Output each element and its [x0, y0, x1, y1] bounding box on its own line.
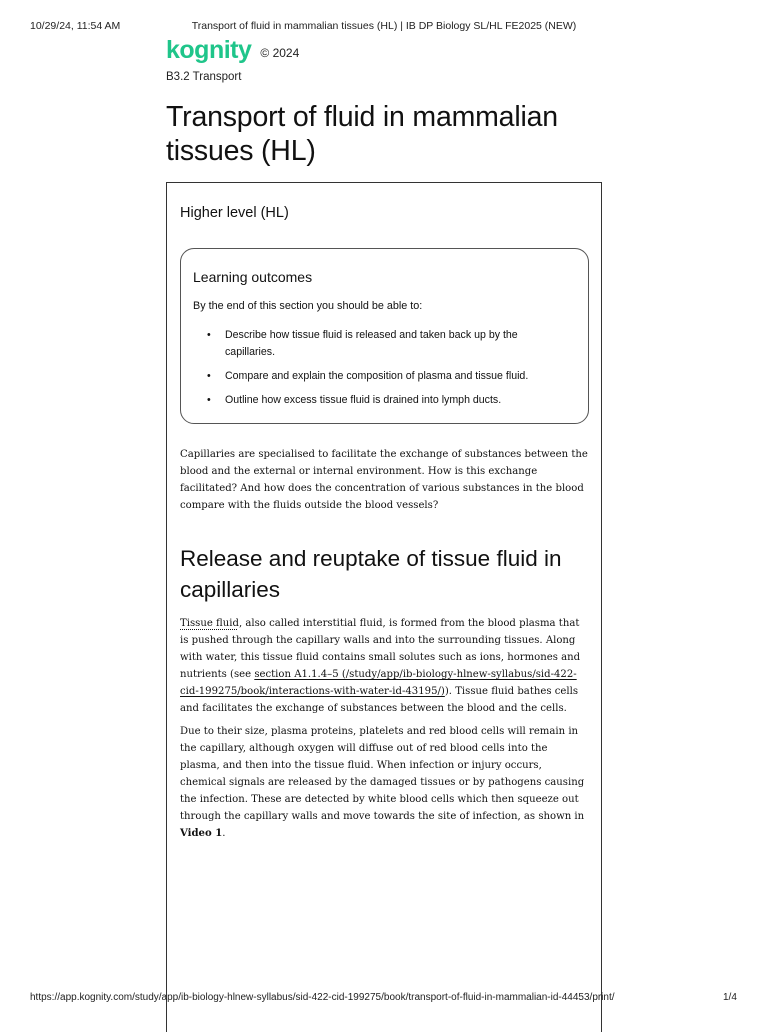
section-paragraph-1: [180, 615, 590, 717]
kognity-logo: kognity: [166, 36, 252, 64]
section-cross-reference-link[interactable]: section A1.1.4–5 (/study/app/ib-biology-hlnew-syllabus/sid-422-cid-199275/book/interactions-with-water-id-43195/): [180, 669, 577, 697]
learning-outcomes-box: [180, 248, 589, 424]
learning-outcomes-title: Learning outcomes: [193, 269, 313, 285]
print-header: [0, 0, 768, 32]
print-footer-url: https://app.kognity.com/study/app/ib-biology-hlnew-syllabus/sid-422-cid-199275/book/transport-of-fluid-in-mammalian-id-44453/print/: [30, 992, 615, 1003]
learning-outcome-item: [193, 327, 563, 361]
learning-outcome-text: Outline how excess tissue fluid is drained into lymph ducts.: [225, 394, 502, 406]
paragraph-text: ). Tissue fluid bathes cells and facilitates the exchange of substances between the blood and the cells.: [180, 686, 578, 714]
learning-outcomes-intro: By the end of this section you should be able to:: [193, 300, 423, 312]
print-page-number: 1/4: [723, 992, 737, 1003]
page-title: Transport of fluid in mammalian tissues (HL): [166, 101, 558, 167]
bullet-icon: •: [207, 370, 211, 382]
paragraph-text: .: [222, 828, 226, 839]
glossary-term-tissue-fluid[interactable]: Tissue fluid: [180, 618, 239, 629]
bullet-icon: •: [207, 394, 211, 406]
section-paragraph-2: [180, 723, 590, 842]
content-frame: [166, 182, 602, 1032]
breadcrumb[interactable]: B3.2 Transport: [166, 71, 242, 83]
section-heading: Release and reuptake of tissue fluid in capillaries: [180, 546, 562, 602]
video-reference: Video 1: [180, 828, 223, 839]
print-timestamp: 10/29/24, 11:54 AM: [30, 20, 121, 32]
learning-outcome-text: Compare and explain the composition of plasma and tissue fluid.: [225, 370, 529, 382]
learning-outcome-item: [193, 368, 563, 385]
paragraph-text: , also called interstitial fluid, is formed from the blood plasma that is pushed through the capillary walls and into the surrounding tissues. Along with water, this tissue fluid contains small solutes such as ions, hormones and nutrients (see: [180, 618, 581, 680]
intro-paragraph: Capillaries are specialised to facilitate the exchange of substances between the blood and the external or internal environment. How is this exchange facilitated? And how does the concentration of various substances in the blood compare with the fluids outside the blood vessels?: [180, 449, 588, 511]
level-heading: Higher level (HL): [180, 205, 289, 221]
paragraph-text: Due to their size, plasma proteins, platelets and red blood cells will remain in the capillary, although oxygen will diffuse out of red blood cells into the plasma, and then into the tissue fluid. When infection or injury occurs, chemical signals are released by the damaged tissues or by pathogens causing the infection. These are detected by white blood cells which then squeeze out through the capillary walls and move towards the site of infection, as shown in: [180, 726, 585, 822]
learning-outcome-item: [193, 392, 563, 409]
bullet-icon: •: [207, 329, 211, 341]
learning-outcome-text: Describe how tissue fluid is released and taken back up by the capillaries.: [225, 329, 518, 358]
brand-row: [166, 36, 299, 65]
copyright-text: © 2024: [260, 45, 300, 60]
learning-outcomes-list: [193, 327, 563, 416]
print-document-title: Transport of fluid in mammalian tissues (HL) | IB DP Biology SL/HL FE2025 (NEW): [191, 20, 577, 32]
